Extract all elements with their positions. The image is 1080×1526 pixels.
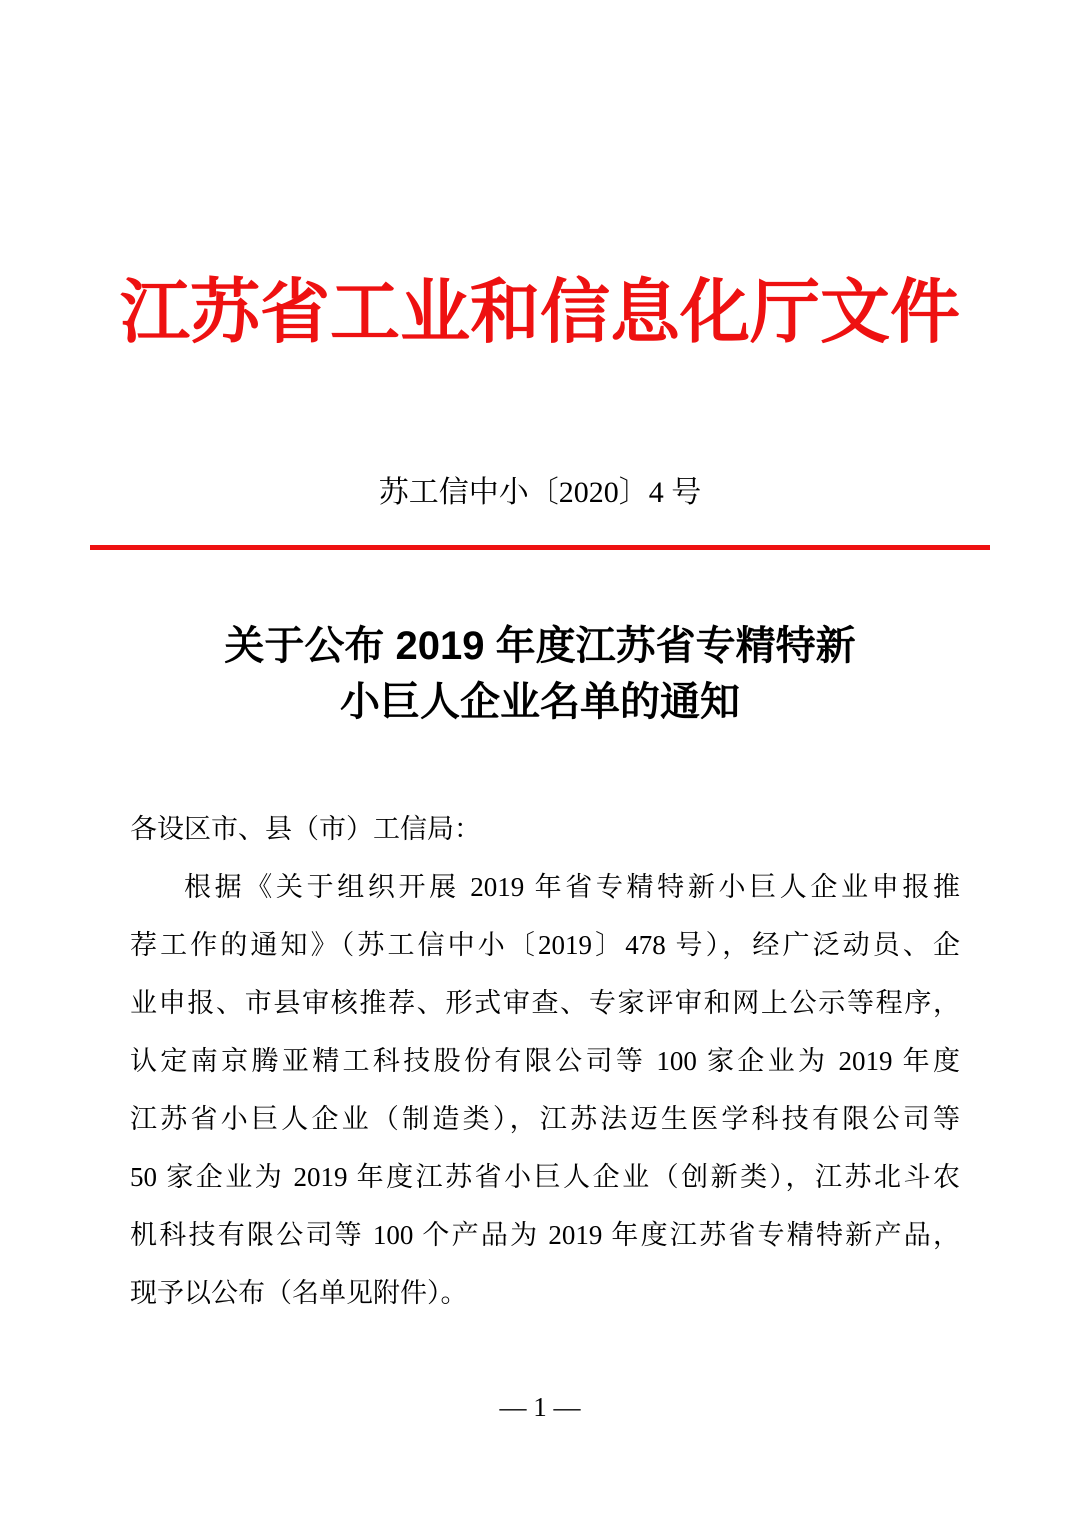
notice-body	[130, 800, 960, 1322]
paragraph-line: 业申报、市县审核推荐、形式审查、专家评审和网上公示等程序，	[130, 988, 960, 1018]
agency-title: 江苏省工业和信息化厅文件	[120, 275, 960, 352]
document-number: 苏工信中小〔2020〕4 号	[378, 476, 702, 509]
red-divider-line	[90, 545, 990, 550]
notice-title-line1: 关于公布 2019 年度江苏省专精特新	[224, 624, 856, 668]
paragraph-line: 认定南京腾亚精工科技股份有限公司等 100 家企业为 2019 年度	[130, 1046, 960, 1076]
paragraph-line: 现予以公布（名单见附件）。	[130, 1278, 468, 1308]
paragraph-line: 根据《关于组织开展 2019 年省专精特新小巨人企业申报推	[184, 872, 960, 902]
notice-title-line2: 小巨人企业名单的通知	[340, 680, 740, 724]
page-number: — 1 —	[499, 1392, 581, 1422]
paragraph-line: 荐工作的通知》（苏工信中小〔2019〕478 号），经广泛动员、企	[130, 930, 960, 960]
notice-title	[0, 618, 1080, 730]
paragraph-line: 机科技有限公司等 100 个产品为 2019 年度江苏省专精特新产品，	[130, 1220, 960, 1250]
paragraph-line: 江苏省小巨人企业（制造类），江苏法迈生医学科技有限公司等	[130, 1104, 960, 1134]
paragraph-line: 50 家企业为 2019 年度江苏省小巨人企业（创新类），江苏北斗农	[130, 1162, 960, 1192]
salutation: 各设区市、县（市）工信局：	[130, 814, 481, 844]
